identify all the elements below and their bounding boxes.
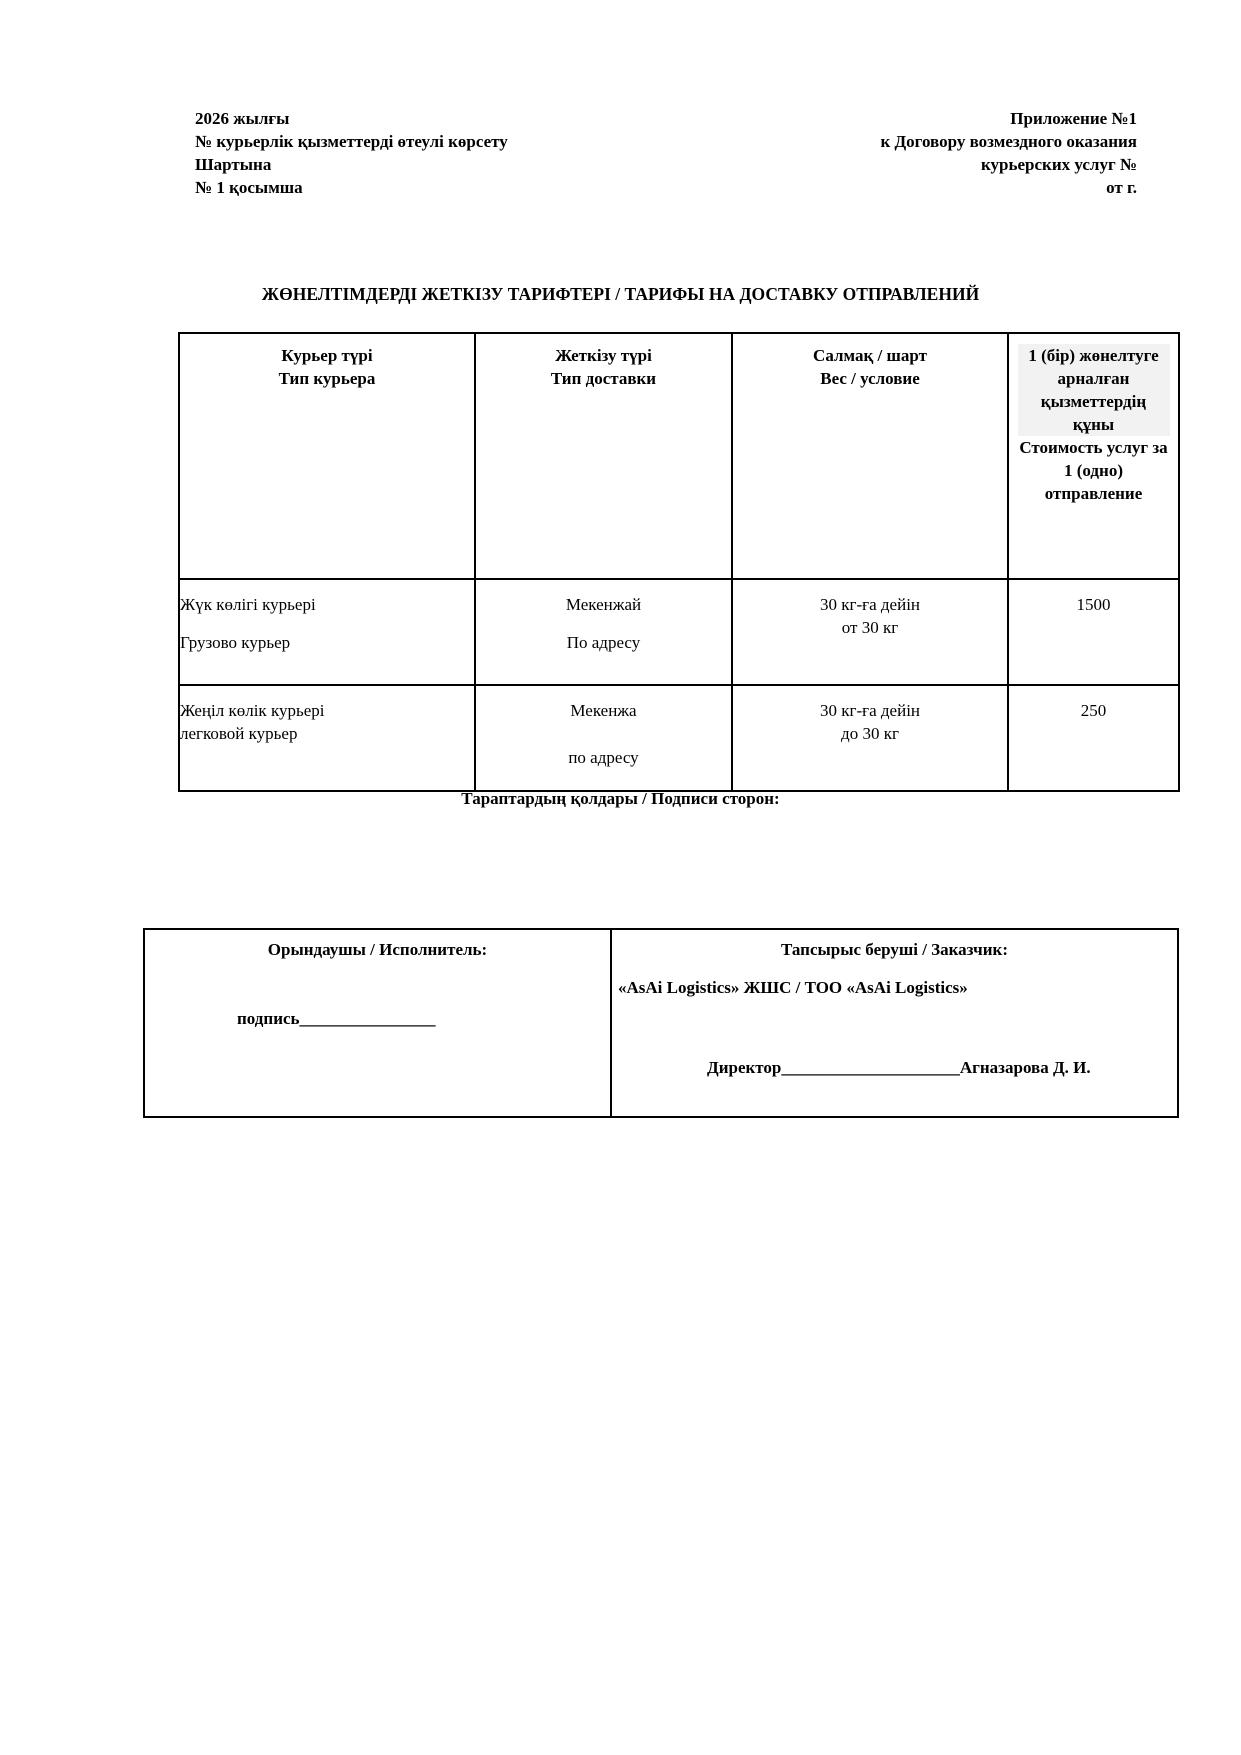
- header-cell-delivery-type: [475, 333, 732, 579]
- customer-title: Тапсырыс беруші / Заказчик:: [780, 940, 1009, 959]
- delivery-type-cell: [475, 685, 732, 791]
- courier-ru: Грузово курьер: [180, 633, 291, 652]
- header-line-ru: Тип курьера: [278, 369, 376, 388]
- header-left-line: № 1 қосымша: [195, 178, 303, 197]
- header-left-line: № курьерлік қызметтерді өтеулі көрсету: [195, 132, 508, 151]
- header-line-kk: Жеткізу түрі: [555, 346, 652, 365]
- courier-type-cell: [179, 685, 475, 791]
- header-right-line: к Договору возмездного оказания: [880, 132, 1137, 151]
- header-left-line: 2026 жылғы: [195, 109, 290, 128]
- courier-kk: Жүк көлігі курьері: [180, 595, 316, 614]
- price-cell: [1008, 579, 1179, 685]
- header-right-line: Приложение №1: [1010, 109, 1137, 128]
- customer-cell: [611, 929, 1178, 1117]
- delivery-kk: Мекенжа: [570, 701, 637, 720]
- price-value: 250: [1080, 701, 1107, 720]
- delivery-kk: Мекенжай: [565, 595, 642, 614]
- header-right-line: курьерских услуг №: [981, 155, 1137, 174]
- courier-type-cell: [179, 579, 475, 685]
- header-cell-weight-condition: [732, 333, 1008, 579]
- tariff-table: [178, 332, 1180, 792]
- weight-line: от 30 кг: [841, 618, 899, 637]
- header-line-ru: Вес / условие: [820, 369, 920, 388]
- price-cell: [1008, 685, 1179, 791]
- tariff-header-row: [179, 333, 1179, 579]
- document-header: [195, 107, 1137, 199]
- header-left-block: [195, 107, 508, 199]
- header-line-kk: Курьер түрі: [281, 346, 373, 365]
- header-cell-courier-type: [179, 333, 475, 579]
- courier-ru: легковой курьер: [180, 724, 298, 743]
- signature-table: [143, 928, 1179, 1118]
- delivery-ru: По адресу: [566, 633, 641, 652]
- highlighted-header-text: 1 (бір) жөнелтуге арналған қызметтердің құны: [1018, 344, 1170, 436]
- signature-row: [144, 929, 1178, 1117]
- weight-condition-cell: [732, 579, 1008, 685]
- executor-title: Орындаушы / Исполнитель:: [267, 940, 488, 959]
- delivery-type-cell: [475, 579, 732, 685]
- delivery-ru: по адресу: [568, 748, 639, 767]
- header-line-ru: Стоимость услуг за 1 (одно) отправление: [1019, 438, 1168, 503]
- weight-line: до 30 кг: [841, 724, 899, 743]
- header-right-line: от г.: [1106, 178, 1137, 197]
- weight-line: 30 кг-ға дейін: [819, 595, 921, 614]
- header-cell-price: [1008, 333, 1179, 579]
- weight-line: 30 кг-ға дейін: [819, 701, 921, 720]
- executor-cell: [144, 929, 611, 1117]
- page-title: ЖӨНЕЛТІМДЕРДІ ЖЕТКІЗУ ТАРИФТЕРІ / ТАРИФЫ НА ДОСТАВКУ ОТПРАВЛЕНИЙ: [261, 284, 980, 304]
- signatures-heading: Тараптардың қолдары / Подписи сторон:: [461, 789, 780, 808]
- header-right-block: [880, 107, 1137, 199]
- executor-signature-line: подпись________________: [237, 1009, 436, 1028]
- header-line-ru: Тип доставки: [550, 369, 657, 388]
- header-line-kk: Салмақ / шарт: [813, 346, 927, 365]
- header-left-line: Шартына: [195, 155, 272, 174]
- weight-condition-cell: [732, 685, 1008, 791]
- courier-kk: Жеңіл көлік курьері: [180, 701, 325, 720]
- price-value: 1500: [1076, 595, 1111, 614]
- tariff-row-cargo: [179, 579, 1179, 685]
- director-signature-line: Директор_____________________Агназарова Д. И.: [707, 1058, 1091, 1077]
- tariff-row-light-vehicle: [179, 685, 1179, 791]
- customer-company-name: «AsAi Logistics» ЖШС / ТОО «AsAi Logistics»: [618, 978, 968, 997]
